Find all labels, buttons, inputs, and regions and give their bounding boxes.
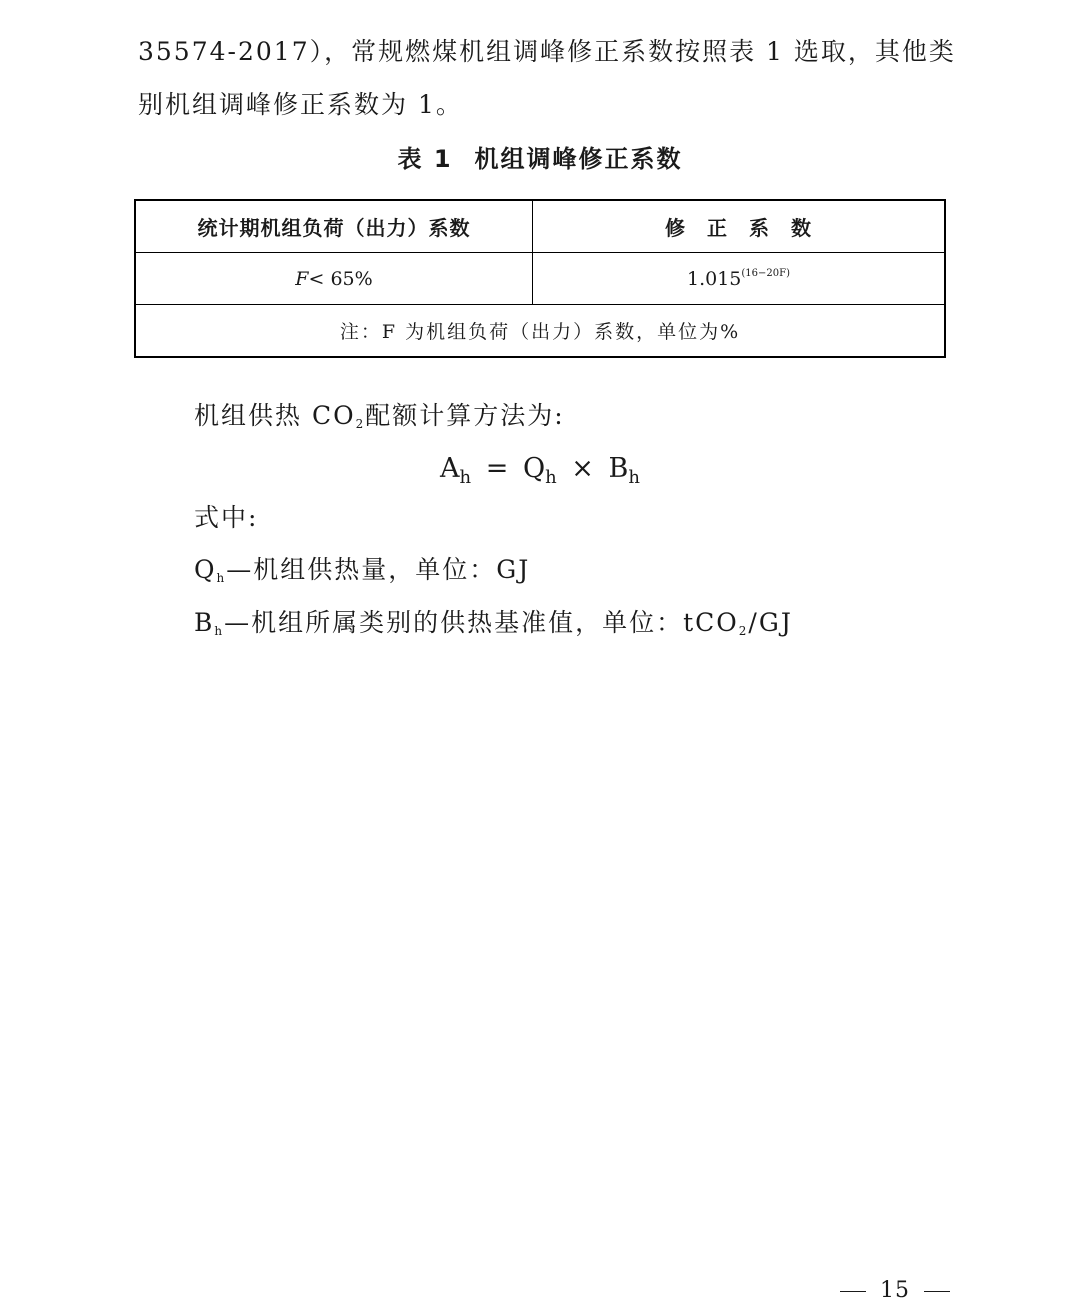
definition-qh-text: —机组供热量，单位：GJ xyxy=(226,555,531,584)
formula-lhs: A xyxy=(440,453,460,484)
paragraph-line-2: 别机组调峰修正系数为 1。 xyxy=(138,90,463,119)
definition-qh-sub: h xyxy=(216,571,227,585)
definition-bh-unit-sub: 2 xyxy=(738,624,749,638)
definition-bh xyxy=(194,608,793,646)
definition-bh-symbol: B xyxy=(194,608,215,637)
formula xyxy=(0,452,1080,495)
formula-times: × xyxy=(571,453,594,484)
calc-intro xyxy=(194,401,565,439)
table-number: 表 1 xyxy=(397,145,453,173)
table-header-row xyxy=(135,200,945,253)
formula-equals: = xyxy=(485,453,509,484)
table-row xyxy=(135,253,945,305)
header-load-factor: 统计期机组负荷（出力）系数 xyxy=(135,200,533,253)
table-note: 注：F 为机组负荷（出力）系数，单位为% xyxy=(135,305,945,358)
formula-factor-1: Q xyxy=(522,453,546,484)
value-cell xyxy=(533,253,946,305)
coefficient-base: 1.015 xyxy=(687,267,742,290)
page-number xyxy=(826,1278,964,1303)
condition-threshold: < 65% xyxy=(308,267,373,290)
page-dash-right xyxy=(924,1291,950,1292)
definition-qh-symbol: Q xyxy=(194,555,217,584)
calc-intro-pre: 机组供热 CO xyxy=(194,401,356,430)
coefficient-table xyxy=(134,199,946,358)
header-correction-coefficient: 修 正 系 数 xyxy=(533,200,946,253)
calc-intro-post: 配额计算方法为: xyxy=(365,401,565,430)
page-number-value: 15 xyxy=(880,1278,910,1303)
definition-bh-sub: h xyxy=(214,624,225,638)
coefficient-exponent: (16−20F) xyxy=(741,267,790,279)
formula-factor-1-sub: h xyxy=(545,467,557,488)
table-title: 机组调峰修正系数 xyxy=(474,145,683,173)
definition-bh-text: —机组所属类别的供热基准值，单位：tCO xyxy=(224,608,739,637)
calc-intro-subscript: 2 xyxy=(355,417,366,431)
definition-bh-text-post: /GJ xyxy=(748,608,793,637)
paragraph-line-1: 35574-2017），常规燃煤机组调峰修正系数按照表 1 选取，其他类 xyxy=(138,37,956,66)
where-label: 式中: xyxy=(194,503,259,532)
condition-variable: F xyxy=(295,267,309,290)
formula-factor-2-sub: h xyxy=(628,467,640,488)
table-caption xyxy=(0,143,1080,175)
table-note-row xyxy=(135,305,945,358)
condition-cell xyxy=(135,253,533,305)
formula-lhs-sub: h xyxy=(459,467,472,488)
definition-qh xyxy=(194,555,530,593)
formula-factor-2: B xyxy=(608,453,629,484)
page-dash-left xyxy=(840,1291,866,1292)
